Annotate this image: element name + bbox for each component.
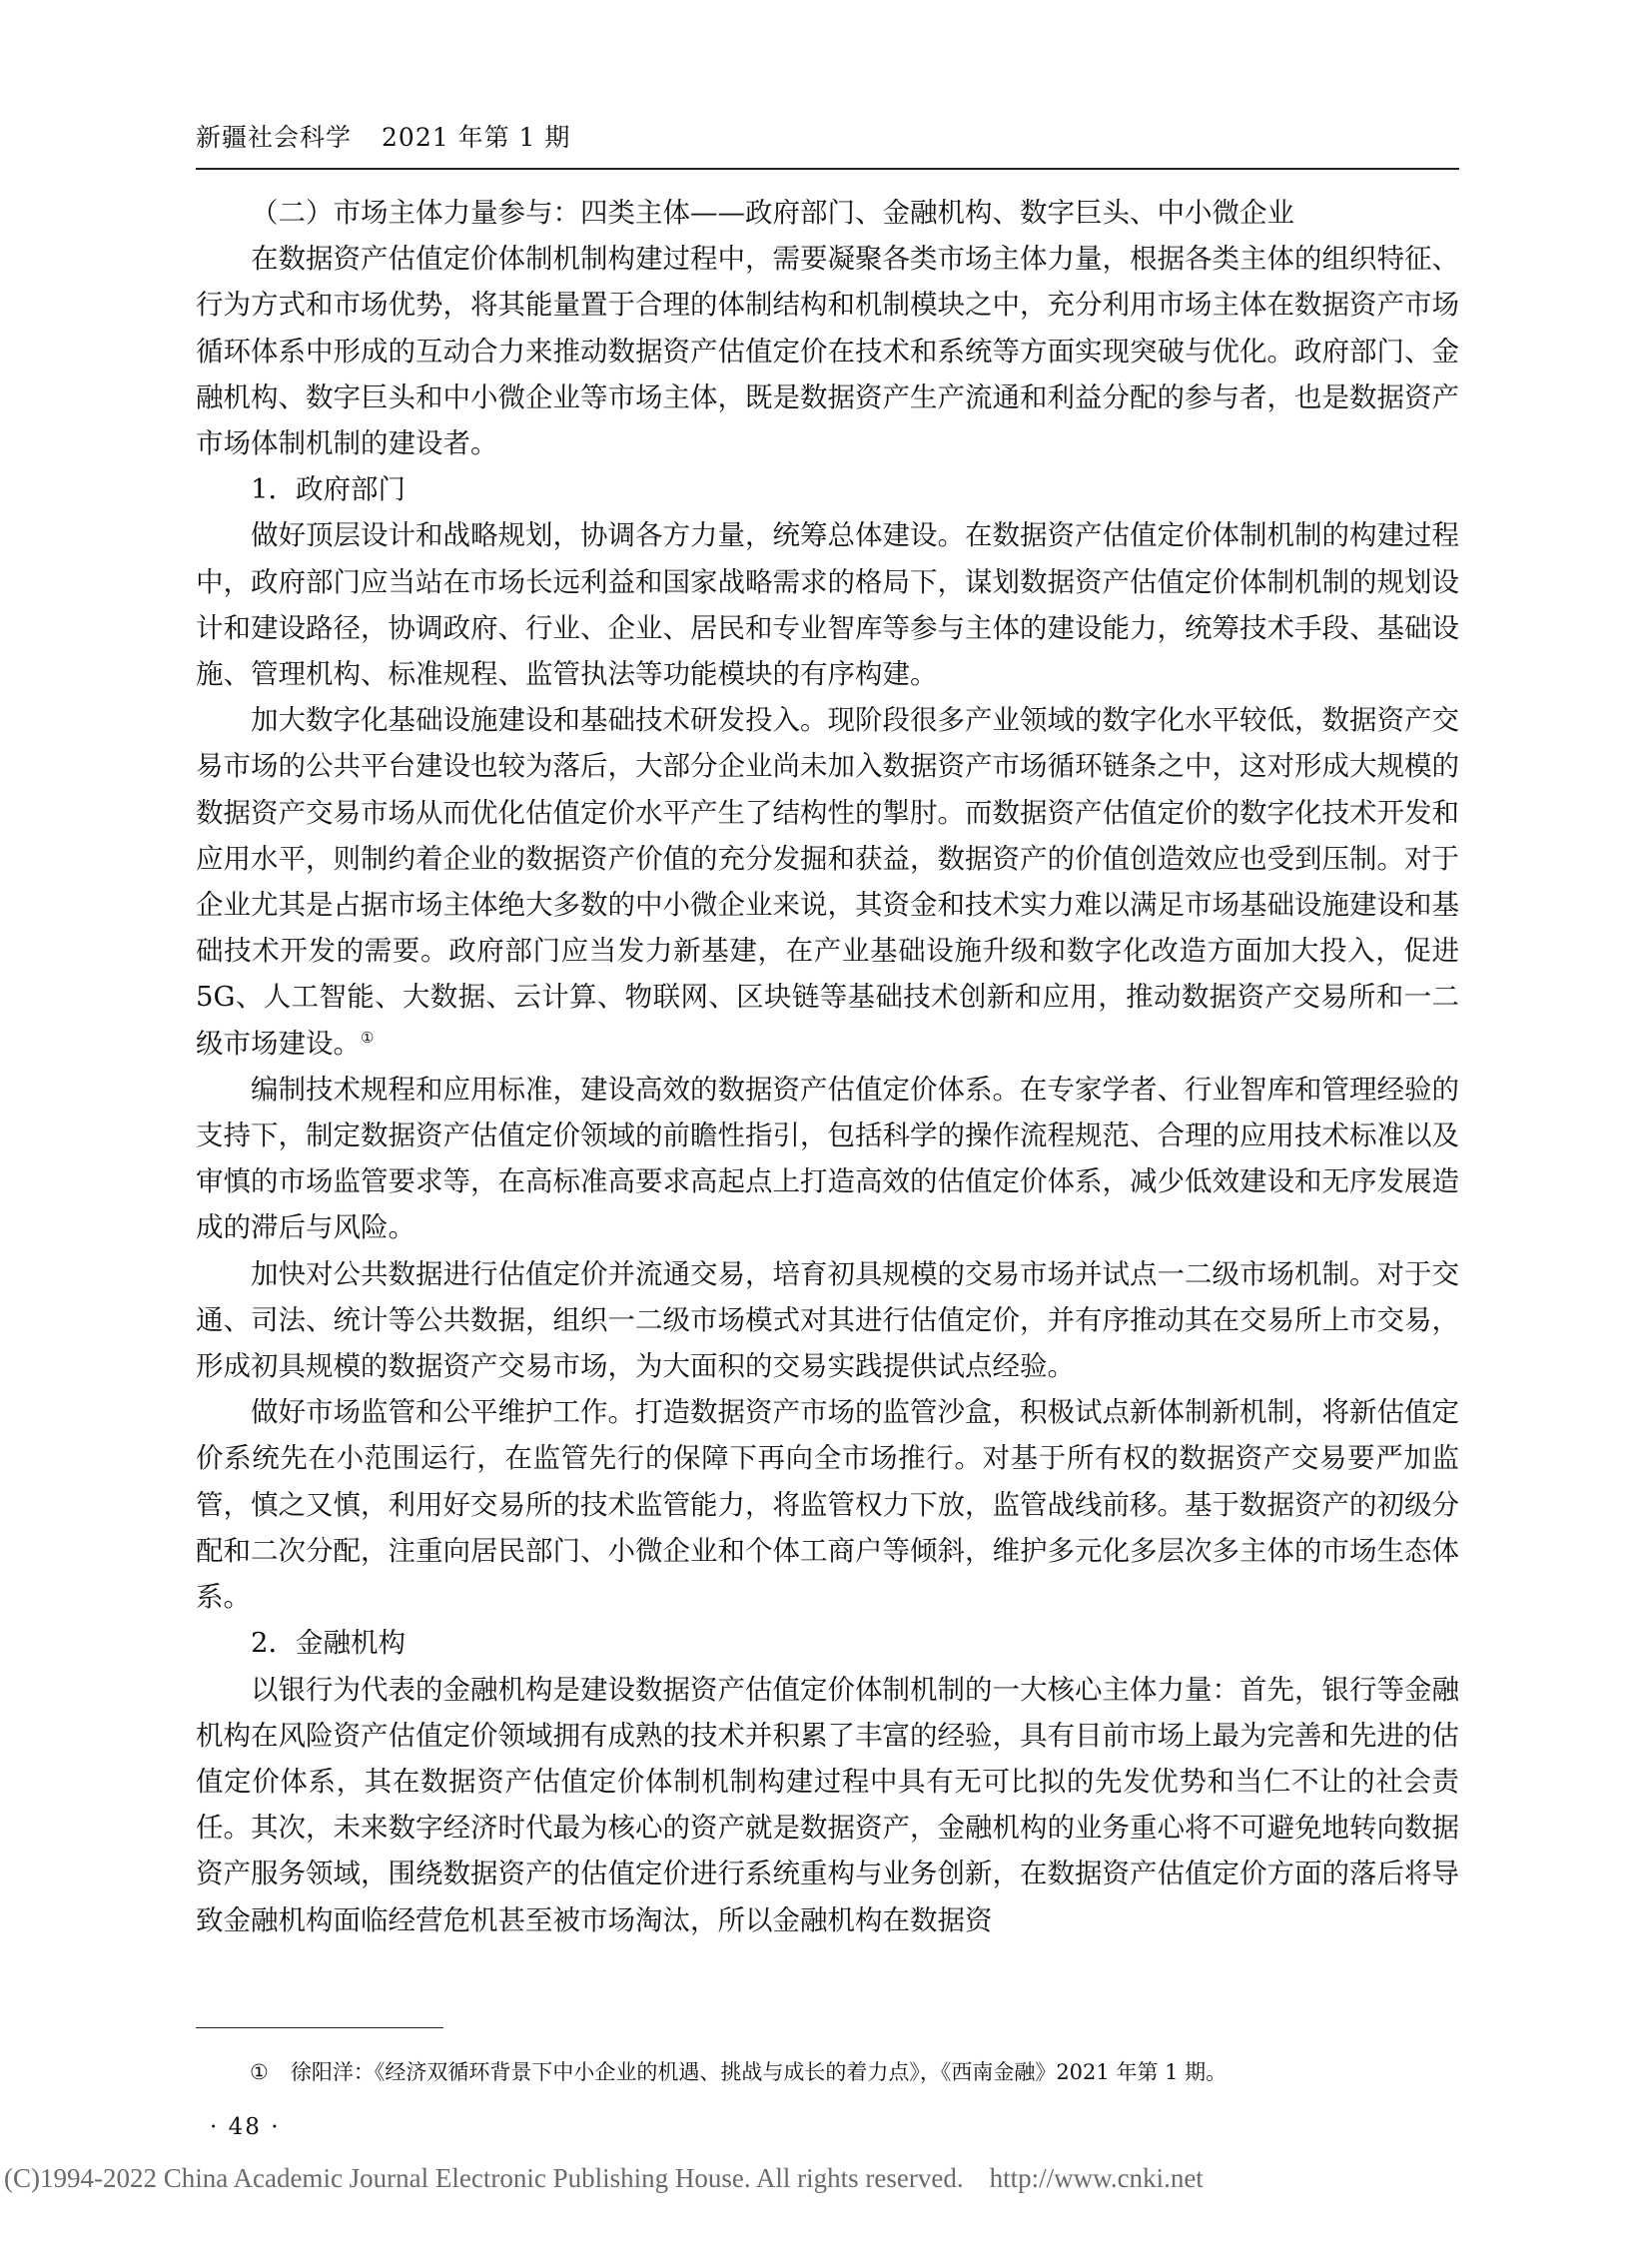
government-paragraph-4: 加快对公共数据进行估值定价并流通交易，培育初具规模的交易市场并试点一二级市场机制。对于交通、司法、统计等公共数据，组织一二级市场模式对其进行估值定价，并有序推动其在交易所上市交易，形成初具规模的数据资产交易市场，为大面积的交易实践提供试点经验。 bbox=[196, 1257, 1459, 1383]
government-paragraph-5: 做好市场监管和公平维护工作。打造数据资产市场的监管沙盒，积极试点新体制新机制，将新估值定价系统先在小范围运行，在监管先行的保障下再向全市场推行。对基于所有权的数据资产交易要严加监管，慎之又慎，利用好交易所的技术监管能力，将监管权力下放，监管战线前移。基于数据资产的初级分配和二次分配，注重向居民部门、小微企业和个体工商户等倾斜，维护多元化多层次多主体的市场生态体系。 bbox=[196, 1396, 1459, 1614]
cnki-link[interactable]: http://www.cnki.net bbox=[989, 2163, 1204, 2193]
section-heading: （二）市场主体力量参与：四类主体——政府部门、金融机构、数字巨头、中小微企业 bbox=[251, 197, 1294, 229]
government-paragraph-2-text: 加大数字化基础设施建设和基础技术研发投入。现阶段很多产业领域的数字化水平较低，数据资产交易市场的公共平台建设也较为落后，大部分企业尚未加入数据资产市场循环链条之中，这对形成大规模的数据资产交易市场从而优化估值定价水平产生了结构性的掣肘。而数据资产估值定价的数字化技术开发和应用水平，则制约着企业的数据资产价值的充分发掘和获益，数据资产的价值创造效应也受到压制。对于企业尤其是占据市场主体绝大多数的中小微企业来说，其资金和技术实力难以满足市场基础设施建设和基础技术开发的需要。政府部门应当发力新基建，在产业基础设施升级和数字化改造方面加大投入，促进 5G、人工智能、大数据、云计算、物联网、区块链等基础技术创新和应用，推动数据资产交易所和一二级市场建设。 bbox=[196, 704, 1459, 1060]
article-body bbox=[196, 190, 1459, 1943]
copyright-text: (C)1994-2022 China Academic Journal Electronic Publishing House. All rights reserved. bbox=[4, 2163, 964, 2193]
government-paragraph-3: 编制技术规程和应用标准，建设高效的数据资产估值定价体系。在专家学者、行业智库和管理经验的支持下，制定数据资产估值定价领域的前瞻性指引，包括科学的操作流程规范、合理的应用技术标准以及审慎的市场监管要求等，在高标准高要求高起点上打造高效的估值定价体系，减少低效建设和无序发展造成的滞后与风险。 bbox=[196, 1073, 1459, 1244]
government-subheading: 1．政府部门 bbox=[251, 473, 406, 506]
running-header bbox=[196, 118, 570, 154]
header-rule bbox=[196, 168, 1459, 170]
copyright-line bbox=[4, 2163, 1204, 2194]
issue-label: 2021 年第 1 期 bbox=[382, 123, 571, 152]
intro-paragraph: 在数据资产估值定价体制机制构建过程中，需要凝聚各类市场主体力量，根据各类主体的组织特征、行为方式和市场优势，将其能量置于合理的体制结构和机制模块之中，充分利用市场主体在数据资产市场循环体系中形成的互动合力来推动数据资产估值定价在技术和系统等方面实现突破与优化。政府部门、金融机构、数字巨头和中小微企业等市场主体，既是数据资产生产流通和利益分配的参与者，也是数据资产市场体制机制的建设者。 bbox=[196, 243, 1459, 460]
footnote bbox=[250, 2057, 1227, 2087]
financial-paragraph-1: 以银行为代表的金融机构是建设数据资产估值定价体制机制的一大核心主体力量：首先，银行等金融机构在风险资产估值定价领域拥有成熟的技术并积累了丰富的经验，具有目前市场上最为完善和先进的估值定价体系，其在数据资产估值定价体制机制构建过程中具有无可比拟的先发优势和当仁不让的社会责任。其次，未来数字经济时代最为核心的资产就是数据资产，金融机构的业务重心将不可避免地转向数据资产服务领域，围绕数据资产的估值定价进行系统重构与业务创新，在数据资产估值定价方面的落后将导致金融机构面临经营危机甚至被市场淘汰，所以金融机构在数据资 bbox=[196, 1673, 1459, 1936]
footnote-reference[interactable]: ① bbox=[361, 1028, 375, 1047]
footnote-text: 徐阳洋：《经济双循环背景下中小企业的机遇、挑战与成长的着力点》，《西南金融》2021 年第 1 期。 bbox=[290, 2060, 1228, 2084]
page-number: · 48 · bbox=[210, 2114, 281, 2140]
financial-subheading: 2．金融机构 bbox=[251, 1627, 406, 1660]
government-paragraph-2 bbox=[196, 697, 1459, 1067]
journal-name: 新疆社会科学 bbox=[196, 123, 353, 152]
government-paragraph-1: 做好顶层设计和战略规划，协调各方力量，统筹总体建设。在数据资产估值定价体制机制的构建过程中，政府部门应当站在市场长远利益和国家战略需求的格局下，谋划数据资产估值定价体制机制的规划设计和建设路径，协调政府、行业、企业、居民和专业智库等参与主体的建设能力，统筹技术手段、基础设施、管理机构、标准规程、监管执法等功能模块的有序构建。 bbox=[196, 519, 1459, 691]
footnote-rule bbox=[196, 2027, 443, 2028]
footnote-mark: ① bbox=[250, 2060, 269, 2084]
